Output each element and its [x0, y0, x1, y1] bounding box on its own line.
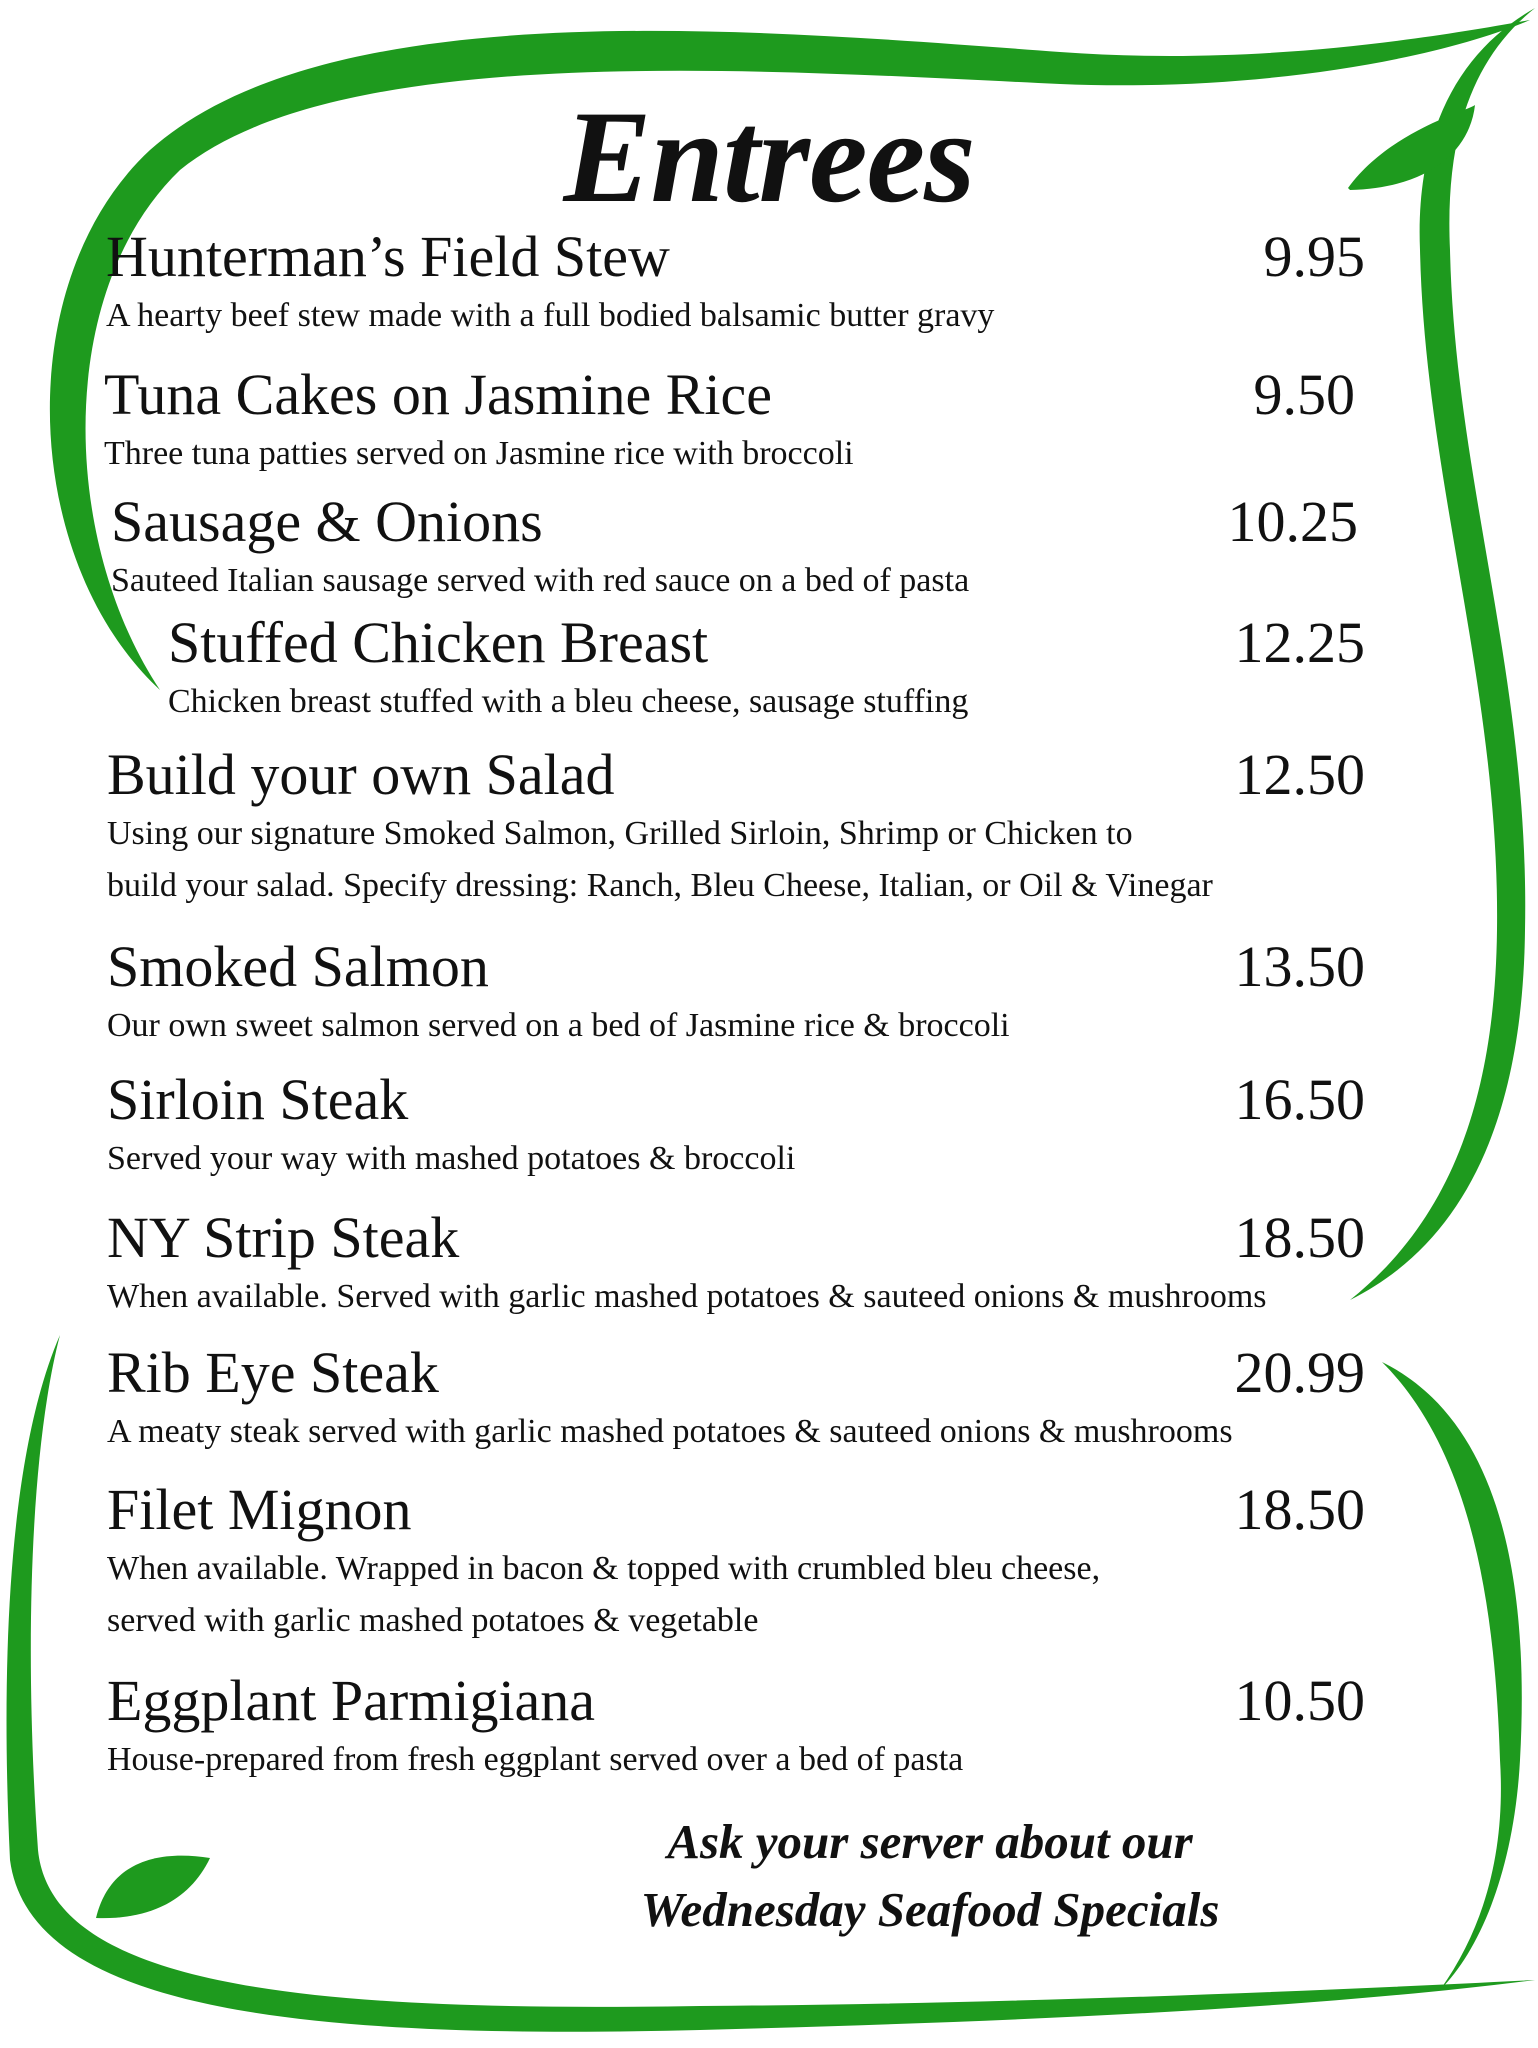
- item-name: Filet Mignon: [107, 1477, 412, 1542]
- item-description: Three tuna patties served on Jasmine rice with broccoli: [104, 435, 854, 472]
- item-name: NY Strip Steak: [107, 1205, 460, 1270]
- item-description: When available. Served with garlic mashed potatoes & sauteed onions & mushrooms: [107, 1278, 1267, 1315]
- item-description: Served your way with mashed potatoes & broccoli: [107, 1140, 796, 1177]
- item-description: Using our signature Smoked Salmon, Grilled Sirloin, Shrimp or Chicken to: [107, 815, 1133, 852]
- menu-item-eggplant-parmigiana: [107, 1666, 1365, 1788]
- menu-item-ny-strip-steak: [107, 1203, 1365, 1325]
- item-description: House-prepared from fresh eggplant served over a bed of pasta: [107, 1741, 964, 1778]
- item-description: A hearty beef stew made with a full bodied balsamic butter gravy: [106, 297, 995, 334]
- item-description: Our own sweet salmon served on a bed of Jasmine rice & broccoli: [107, 1007, 1010, 1044]
- item-description: served with garlic mashed potatoes & vegetable: [107, 1602, 759, 1639]
- item-price: 9.50: [1253, 362, 1355, 427]
- menu-item-rib-eye-steak: [107, 1338, 1365, 1460]
- specials-note: [560, 1808, 1300, 1944]
- menu-item-smoked-salmon: [107, 932, 1365, 1054]
- item-name: Sausage & Onions: [111, 489, 543, 554]
- menu-item-hunterman-s-field-stew: [106, 222, 1365, 344]
- menu-item-build-your-own-salad: [107, 740, 1365, 914]
- bottom-left-leaf: [96, 1856, 210, 1919]
- menu-item-sirloin-steak: [107, 1065, 1365, 1187]
- item-price: 18.50: [1234, 1477, 1365, 1542]
- item-price: 10.25: [1227, 489, 1358, 554]
- item-name: Smoked Salmon: [107, 934, 489, 999]
- item-description: When available. Wrapped in bacon & topped with crumbled bleu cheese,: [107, 1550, 1101, 1587]
- item-description: A meaty steak served with garlic mashed potatoes & sauteed onions & mushrooms: [107, 1413, 1233, 1450]
- item-name: Tuna Cakes on Jasmine Rice: [104, 362, 773, 427]
- specials-note-line1: Ask your server about our: [667, 1814, 1193, 1869]
- item-price: 18.50: [1234, 1205, 1365, 1270]
- item-name: Rib Eye Steak: [107, 1340, 439, 1405]
- bottom-right-vine: [1382, 1362, 1522, 1990]
- item-price: 13.50: [1234, 934, 1365, 999]
- item-description: Chicken breast stuffed with a bleu cheese, sausage stuffing: [168, 683, 969, 720]
- item-description: Sauteed Italian sausage served with red sauce on a bed of pasta: [111, 562, 970, 599]
- item-price: 12.50: [1234, 742, 1365, 807]
- item-price: 9.95: [1263, 224, 1365, 289]
- item-price: 10.50: [1234, 1668, 1365, 1733]
- item-price: 12.25: [1234, 610, 1365, 675]
- item-name: Eggplant Parmigiana: [107, 1668, 596, 1733]
- item-price: 16.50: [1234, 1067, 1365, 1132]
- item-name: Build your own Salad: [107, 742, 615, 807]
- item-name: Sirloin Steak: [107, 1067, 409, 1132]
- menu-item-stuffed-chicken-breast: [168, 608, 1365, 730]
- specials-note-line2: Wednesday Seafood Specials: [640, 1882, 1220, 1937]
- item-description: build your salad. Specify dressing: Ranch, Bleu Cheese, Italian, or Oil & Vinegar: [107, 867, 1213, 904]
- item-price: 20.99: [1234, 1340, 1365, 1405]
- menu-item-tuna-cakes-on-jasmine-rice: [104, 360, 1355, 482]
- item-name: Hunterman’s Field Stew: [106, 224, 670, 289]
- menu-title: Entrees: [563, 83, 975, 230]
- menu-item-sausage-onions: [111, 487, 1358, 609]
- menu-item-filet-mignon: [107, 1475, 1365, 1649]
- item-name: Stuffed Chicken Breast: [168, 610, 709, 675]
